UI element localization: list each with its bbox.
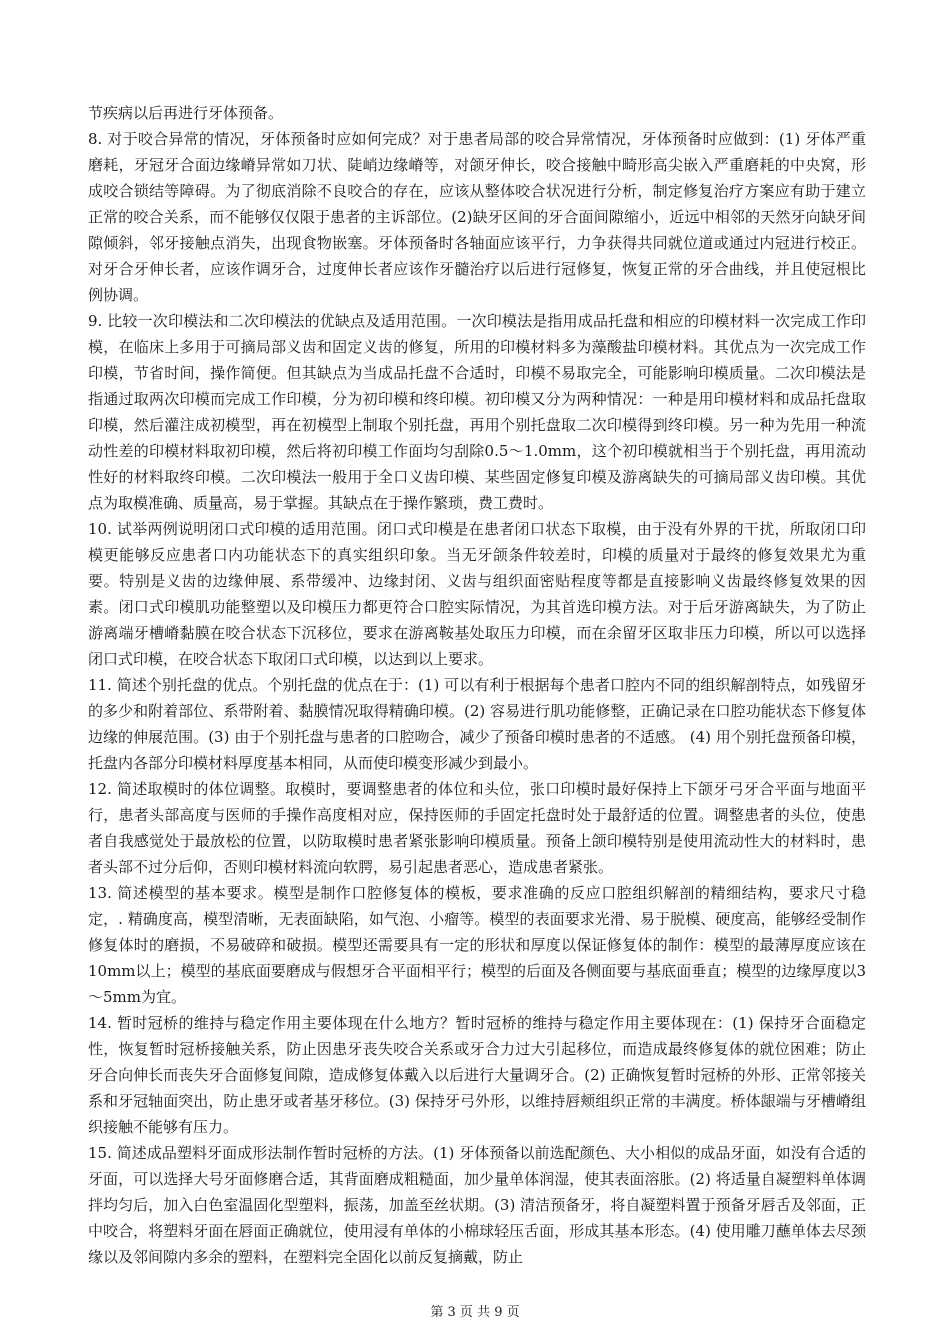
paragraph-q11: 11. 简述个别托盘的优点。个别托盘的优点在于：(1) 可以有利于根据每个患者口腔内不同的组织解剖特点，如残留牙的多少和附着部位、系带附着、黏膜情况取得精确印模。(2) 容易进行肌功能修整，正确记录在口腔功能状态下修复体边缘的伸展范围。(3) 由于个别托盘与患者的口腔吻合，减少了预备印模时患者的不适感。 (4) 用个别托盘预备印模，托盘内各部分印模材料厚度基本相同，从而使印模变形减少到最小。 — [88, 676, 866, 772]
paragraph-q15: 15. 简述成品塑料牙面成形法制作暂时冠桥的方法。(1) 牙体预备以前选配颜色、大小相似的成品牙面，如没有合适的牙面，可以选择大号牙面修磨合适，其背面磨成粗糙面，加少量单体润湿，使其表面溶胀。(2) 将适量自凝塑料单体调拌均匀后，加入白色室温固化型塑料，振荡，加盖至丝状期。(3) 清洁预备牙，将自凝塑料置于预备牙唇舌及邻面，正中咬合，将塑料牙面在唇面正确就位，使用浸有单体的小棉球轻压舌面，形成其基本形态。(4) 使用雕刀蘸单体去尽颈缘以及邻间隙内多余的塑料，在塑料完全固化以前反复摘戴，防止 — [88, 1144, 866, 1266]
paragraph-q10: 10. 试举两例说明闭口式印模的适用范围。闭口式印模是在患者闭口状态下取模，由于没有外界的干扰，所取闭口印模更能够反应患者口内功能状态下的真实组织印象。当无牙颌条件较差时，印模的质量对于最终的修复效果尤为重要。特别是义齿的边缘伸展、系带缓冲、边缘封闭、义齿与组织面密贴程度等都是直接影响义齿最终修复效果的因素。闭口式印模肌功能整塑以及印模压力都更符合口腔实际情况，为其首选印模方法。对于后牙游离缺失，为了防止游离端牙槽嵴黏膜在咬合状态下沉移位，要求在游离鞍基处取压力印模，而在余留牙区取非压力印模，所以可以选择闭口式印模，在咬合状态下取闭口式印模，以达到以上要求。 — [88, 520, 866, 668]
page-number-footer: 第 3 页 共 9 页 — [430, 1305, 520, 1320]
paragraph-q12: 12. 简述取模时的体位调整。取模时，要调整患者的体位和头位，张口印模时最好保持上下颌牙弓牙合平面与地面平行，患者头部高度与医师的手操作高度相对应，保持医师的手固定托盘时处于最舒适的位置。调整患者的头位，使患者自我感觉处于最放松的位置，以防取模时患者紧张影响印模质量。预备上颌印模特别是使用流动性大的材料时，患者头部不过分后仰，否则印模材料流向软腭，易引起患者恶心，造成患者紧张。 — [88, 780, 866, 876]
document-body — [88, 100, 866, 1270]
paragraph-q8: 8. 对于咬合异常的情况，牙体预备时应如何完成？对于患者局部的咬合异常情况，牙体预备时应做到：(1) 牙体严重磨耗，牙冠牙合面边缘嵴异常如刀状、陡峭边缘嵴等，对颌牙伸长，咬合接触中畸形高尖嵌入严重磨耗的中央窝，形成咬合锁结等障碍。为了彻底消除不良咬合的存在，应该从整体咬合状况进行分析，制定修复治疗方案应有助于建立正常的咬合关系，而不能够仅仅限于患者的主诉部位。(2)缺牙区间的牙合面间隙缩小，近远中相邻的天然牙向缺牙间隙倾斜，邻牙接触点消失，出现食物嵌塞。牙体预备时各轴面应该平行，力争获得共同就位道或通过内冠进行校正。对牙合牙伸长者，应该作调牙合，过度伸长者应该作牙髓治疗以后进行冠修复，恢复正常的牙合曲线，并且使冠根比例协调。 — [88, 130, 866, 304]
paragraph-q9: 9. 比较一次印模法和二次印模法的优缺点及适用范围。一次印模法是指用成品托盘和相应的印模材料一次完成工作印模，在临床上多用于可摘局部义齿和固定义齿的修复，所用的印模材料多为藻酸盐印模材料。其优点为一次完成工作印模，节省时间，操作简便。但其缺点为当成品托盘不合适时，印模不易取完全，可能影响印模质量。二次印模法是指通过取两次印模而完成工作印模，分为初印模和终印模。初印模又分为两种情况：一种是用印模材料和成品托盘取印模，然后灌注成初模型，再在初模型上制取个别托盘，再用个别托盘取二次印模得到终印模。另一种为先用一种流动性差的印模材料取初印模，然后将初印模工作面均匀刮除0.5～1.0mm，这个初印模就相当于个别托盘，再用流动性好的材料取终印模。二次印模法一般用于全口义齿印模、某些固定修复印模及游离缺失的可摘局部义齿印模。其优点为取模准确、质量高，易于掌握。其缺点在于操作繁琐，费工费时。 — [88, 312, 866, 512]
paragraph-q14: 14. 暂时冠桥的维持与稳定作用主要体现在什么地方？暂时冠桥的维持与稳定作用主要体现在：(1) 保持牙合面稳定性，恢复暂时冠桥接触关系，防止因患牙丧失咬合关系或牙合力过大引起移位，而造成最终修复体的就位困难；防止牙合向伸长而丧失牙合面修复间隙，造成修复体戴入以后进行大量调牙合。(2) 正确恢复暂时冠桥的外形、正常邻接关系和牙冠轴面突出，防止患牙或者基牙移位。(3) 保持牙弓外形，以维持唇颊组织正常的丰满度。桥体龈端与牙槽嵴组织接触不能够有压力。 — [88, 1014, 866, 1136]
paragraph-q13: 13. 简述模型的基本要求。模型是制作口腔修复体的模板，要求准确的反应口腔组织解剖的精细结构，要求尺寸稳定，. 精确度高，模型清晰，无表面缺陷，如气泡、小瘤等。模型的表面要求光滑、易于脱模、硬度高，能够经受制作修复体时的磨损，不易破碎和破损。模型还需要具有一定的形状和厚度以保证修复体的制作：模型的最薄厚度应该在10mm以上；模型的基底面要磨成与假想牙合平面相平行；模型的后面及各侧面要与基底面垂直；模型的边缘厚度以3～5mm为宜。 — [88, 884, 866, 1006]
paragraph-continuation: 节疾病以后再进行牙体预备。 — [88, 104, 284, 122]
